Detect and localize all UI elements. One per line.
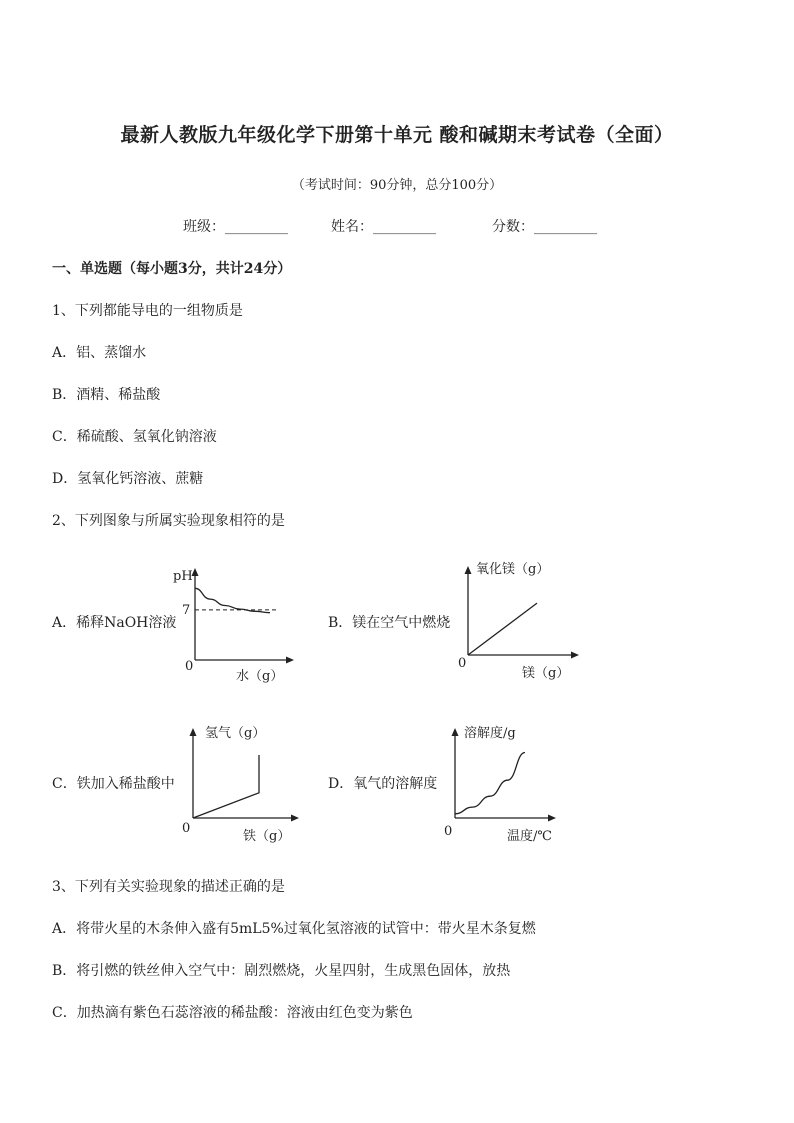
question-3-stem: 3、下列有关实验现象的描述正确的是 [52, 879, 285, 895]
question-3-option-b: B．将引燃的铁丝伸入空气中：剧烈燃烧，火星四射，生成黑色固体，放热 [52, 963, 511, 979]
chart-fe-hcl [170, 718, 310, 848]
series-line [455, 753, 525, 814]
question-3-option-c: C．加热滴有紫色石蕊溶液的稀盐酸：溶液由红色变为紫色 [52, 1005, 413, 1021]
question-2-option-a: A．稀释NaOH溶液 [52, 615, 177, 631]
x-axis-arrow [286, 657, 294, 664]
question-1-option-b: B．酒精、稀盐酸 [52, 387, 161, 403]
x-axis-label: 温度/℃ [507, 829, 552, 844]
origin-label: 0 [182, 821, 191, 836]
y-axis-label: pH [173, 569, 193, 584]
question-2-option-d: D．氧气的溶解度 [328, 776, 438, 792]
chart-o2-solubility [440, 718, 580, 848]
question-2-option-c: C．铁加入稀盐酸中 [52, 776, 175, 792]
y-axis-label: 氢气（g） [205, 726, 266, 741]
question-2-option-b: B．镁在空气中燃烧 [328, 615, 451, 631]
name-field: 姓名：_________ [331, 219, 436, 235]
question-2-stem: 2、下列图象与所属实验现象相符的是 [52, 513, 285, 529]
question-1-option-c: C．稀硫酸、氢氧化钠溶液 [52, 429, 217, 445]
class-field: 班级：_________ [183, 219, 288, 235]
exam-info: （考试时间：90分钟，总分100分） [291, 178, 503, 193]
y-axis-label: 溶解度/g [464, 726, 516, 741]
chart-ph-dilution [170, 560, 310, 690]
x-axis-label: 水（g） [236, 669, 284, 684]
series-line [195, 588, 270, 612]
origin-label: 0 [444, 824, 453, 839]
x-axis-label: 铁（g） [243, 829, 291, 844]
question-3-option-a: A．将带火星的木条伸入盛有5mL5%过氧化氢溶液的试管中：带火星木条复燃 [52, 921, 536, 937]
question-1-option-d: D．氢氧化钙溶液、蔗糖 [52, 471, 204, 487]
y-axis-arrow [190, 728, 197, 736]
x-axis-label: 镁（g） [522, 666, 570, 681]
score-field: 分数：_________ [492, 219, 597, 235]
y-axis-arrow [465, 566, 472, 574]
series-line [468, 603, 537, 655]
x-axis-arrow [291, 815, 299, 822]
x-axis-arrow [571, 652, 579, 659]
question-1-stem: 1、下列都能导电的一组物质是 [52, 303, 243, 319]
origin-label: 0 [185, 659, 194, 674]
question-1-option-a: A．铝、蒸馏水 [52, 345, 147, 361]
y-axis-label: 氧化镁（g） [476, 562, 550, 577]
chart-mg-combustion [440, 555, 580, 685]
origin-label: 0 [458, 656, 467, 671]
page-title: 最新人教版九年级化学下册第十单元 酸和碱期末考试卷（全面） [120, 124, 674, 146]
section-heading: 一、单选题（每小题3分，共计24分） [52, 261, 292, 277]
y-axis-arrow [452, 728, 459, 736]
series-line [193, 755, 259, 818]
x-axis-arrow [548, 815, 556, 822]
reference-tick-label: 7 [182, 602, 191, 618]
